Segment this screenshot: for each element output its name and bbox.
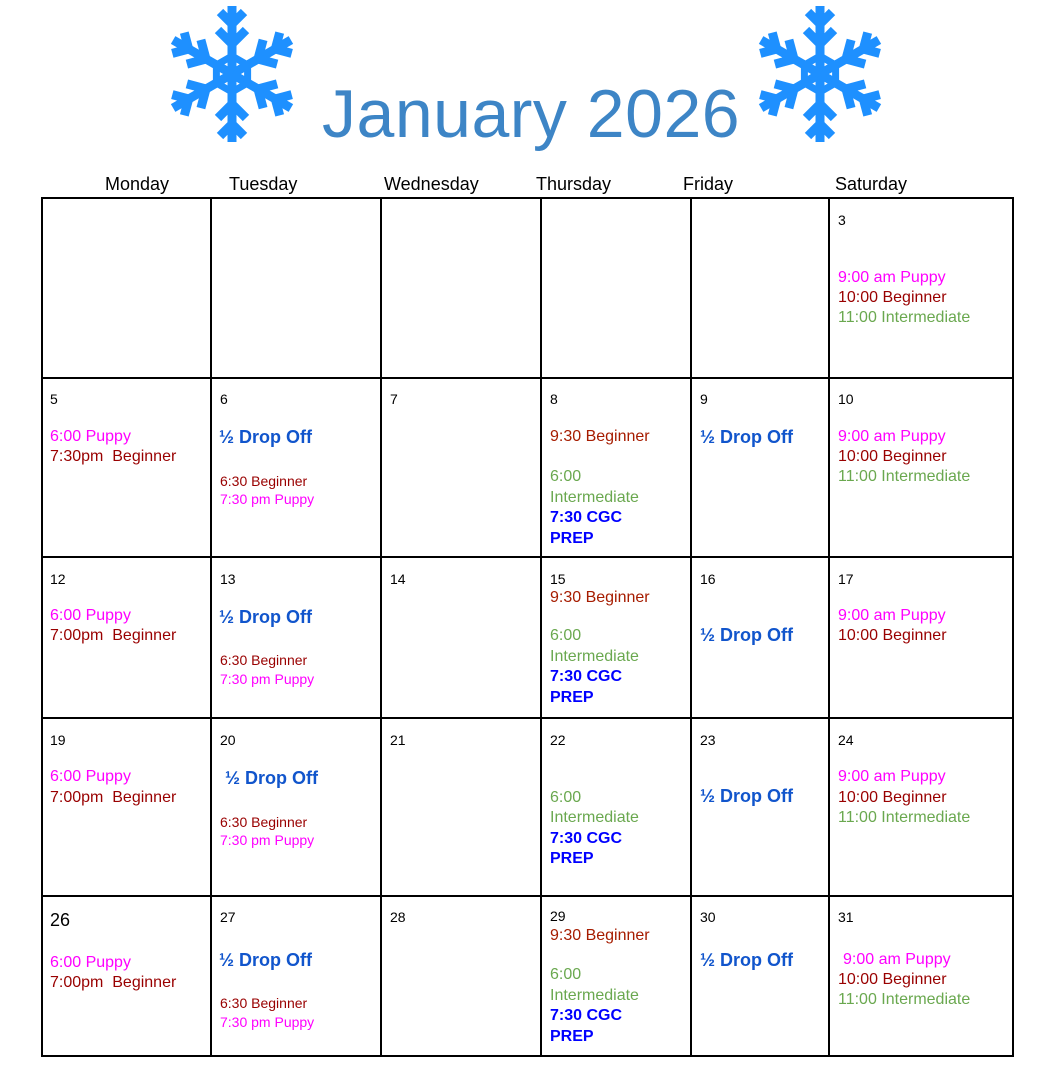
day-number: 26 — [50, 910, 71, 930]
class-cgc-prep-label: PREP — [550, 1028, 594, 1045]
class-cgc-prep-label: PREP — [550, 850, 594, 867]
class-intermediate: Intermediate — [550, 987, 639, 1004]
class-puppy: 7:30 pm Puppy — [220, 1014, 315, 1030]
class-beginner: 6:30 Beginner — [220, 995, 308, 1011]
class-beginner: 10:00 Beginner — [838, 289, 947, 306]
day-number: 13 — [220, 571, 236, 587]
class-beginner: 9:30 Beginner — [550, 428, 650, 445]
snowflake-icon — [158, 0, 306, 148]
class-puppy: 6:00 Puppy — [50, 607, 131, 624]
class-beginner: 10:00 Beginner — [838, 627, 947, 644]
class-intermediate: 11:00 Intermediate — [838, 809, 971, 826]
day-header-thursday: Thursday — [536, 174, 612, 194]
class-cgc-prep: 7:30 CGC — [550, 1007, 623, 1024]
snowflake-icon — [746, 0, 894, 148]
class-intermediate: 11:00 Intermediate — [838, 991, 971, 1008]
class-intermediate: Intermediate — [550, 489, 639, 506]
class-intermediate-time: 6:00 — [550, 789, 582, 806]
class-cgc-prep-label: PREP — [550, 689, 594, 706]
class-puppy: 7:30 pm Puppy — [220, 671, 315, 687]
day-number: 23 — [700, 732, 716, 748]
class-intermediate: Intermediate — [550, 648, 639, 665]
class-intermediate: 11:00 Intermediate — [838, 468, 971, 485]
day-number: 30 — [700, 909, 716, 925]
class-beginner: 6:30 Beginner — [220, 814, 308, 830]
day-number: 12 — [50, 571, 66, 587]
day-number: 8 — [550, 391, 558, 407]
class-intermediate-time: 6:00 — [550, 966, 582, 983]
class-intermediate: 11:00 Intermediate — [838, 309, 971, 326]
class-puppy: 9:00 am Puppy — [838, 428, 946, 445]
class-drop-off: ½ Drop Off — [700, 625, 793, 645]
day-number: 15 — [550, 571, 566, 587]
day-number: 7 — [390, 391, 398, 407]
class-beginner: 10:00 Beginner — [838, 789, 947, 806]
day-header-wednesday: Wednesday — [384, 174, 479, 194]
page-title: January 2026 — [322, 76, 741, 152]
class-beginner: 9:30 Beginner — [550, 927, 650, 944]
class-puppy: 9:00 am Puppy — [838, 768, 946, 785]
day-number: 16 — [700, 571, 716, 587]
class-drop-off: ½ Drop Off — [700, 950, 793, 970]
class-intermediate-time: 6:00 — [550, 627, 582, 644]
class-puppy: 6:00 Puppy — [50, 768, 131, 785]
class-beginner: 6:30 Beginner — [220, 652, 308, 668]
day-number: 14 — [390, 571, 406, 587]
class-intermediate: Intermediate — [550, 809, 639, 826]
class-puppy: 6:00 Puppy — [50, 428, 131, 445]
class-cgc-prep: 7:30 CGC — [550, 668, 623, 685]
class-drop-off: ½ Drop Off — [700, 786, 793, 806]
day-number: 6 — [220, 391, 228, 407]
day-number: 27 — [220, 909, 236, 925]
day-header-monday: Monday — [105, 174, 170, 194]
class-drop-off: ½ Drop Off — [219, 607, 312, 627]
day-header-saturday: Saturday — [835, 174, 908, 194]
day-header-tuesday: Tuesday — [229, 174, 298, 194]
class-beginner: 7:00pm Beginner — [50, 974, 177, 991]
class-drop-off: ½ Drop Off — [225, 768, 318, 788]
class-cgc-prep: 7:30 CGC — [550, 509, 623, 526]
day-number: 10 — [838, 391, 854, 407]
class-cgc-prep-label: PREP — [550, 530, 594, 547]
day-number: 21 — [390, 732, 406, 748]
class-puppy: 7:30 pm Puppy — [220, 491, 315, 507]
day-number: 22 — [550, 732, 566, 748]
class-beginner: 10:00 Beginner — [838, 448, 947, 465]
class-beginner: 10:00 Beginner — [838, 971, 947, 988]
day-number: 19 — [50, 732, 66, 748]
class-beginner: 7:00pm Beginner — [50, 627, 177, 644]
class-drop-off: ½ Drop Off — [219, 427, 312, 447]
class-puppy: 6:00 Puppy — [50, 954, 131, 971]
class-beginner: 6:30 Beginner — [220, 473, 308, 489]
class-cgc-prep: 7:30 CGC — [550, 830, 623, 847]
day-number: 5 — [50, 391, 58, 407]
day-header-friday: Friday — [683, 174, 734, 194]
class-puppy: 9:00 am Puppy — [843, 951, 951, 968]
class-drop-off: ½ Drop Off — [219, 950, 312, 970]
day-number: 24 — [838, 732, 854, 748]
class-drop-off: ½ Drop Off — [700, 427, 793, 447]
day-number: 31 — [838, 909, 854, 925]
class-beginner: 7:30pm Beginner — [50, 448, 177, 465]
day-number: 20 — [220, 732, 236, 748]
class-intermediate-time: 6:00 — [550, 468, 582, 485]
day-number: 3 — [838, 212, 846, 228]
day-number: 17 — [838, 571, 854, 587]
day-number: 9 — [700, 391, 708, 407]
class-puppy: 9:00 am Puppy — [838, 607, 946, 624]
class-puppy: 7:30 pm Puppy — [220, 832, 315, 848]
class-beginner: 7:00pm Beginner — [50, 789, 177, 806]
class-puppy: 9:00 am Puppy — [838, 269, 946, 286]
day-number: 29 — [550, 908, 566, 924]
class-beginner: 9:30 Beginner — [550, 589, 650, 606]
day-number: 28 — [390, 909, 406, 925]
